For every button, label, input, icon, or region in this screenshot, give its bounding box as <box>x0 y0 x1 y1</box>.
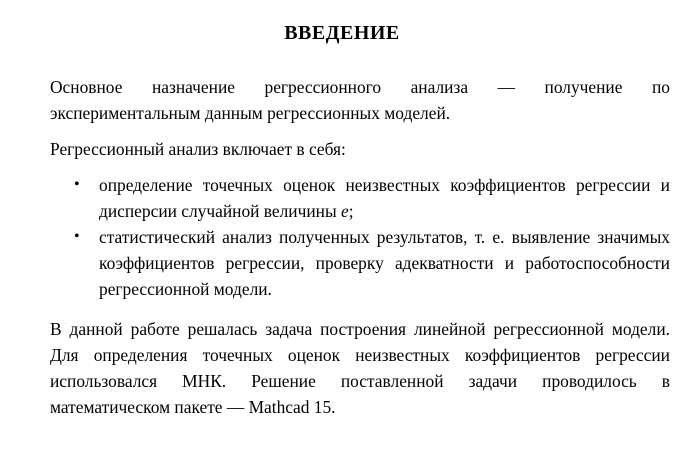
list-item-punct: ; <box>348 201 354 221</box>
paragraph-includes: Регрессионный анализ включает в себя: <box>50 139 346 159</box>
list-item-text: определение точечных оценок неизвестных коэффициентов регрессии и дисперсии случайной величины <box>99 175 670 221</box>
list-item <box>50 224 670 302</box>
list-item-text: статистический анализ полученных результатов, т. е. выявление значимых коэффициентов регрессии, проверку адекватности и работоспособности регрессионной модели. <box>99 227 670 299</box>
bullet-list <box>50 172 670 302</box>
paragraph-work-description: В данной работе решалась задача построения линейной регрессионной модели. Для определения точечных оценок неизвестных коэффициентов регрессии использовался МНК. Решение поставленной задачи проводилось в математическом пакете — Mathcad 15. <box>50 319 670 417</box>
page-title: ВВЕДЕНИЕ <box>284 22 400 44</box>
paragraph-purpose: Основное назначение регрессионного анализа — получение по экспериментальным данным регрессионных моделей. <box>50 77 670 123</box>
bullet-icon: • <box>74 176 80 193</box>
variable-e: e <box>341 201 349 221</box>
bullet-icon: • <box>74 228 80 245</box>
list-item <box>50 172 670 224</box>
